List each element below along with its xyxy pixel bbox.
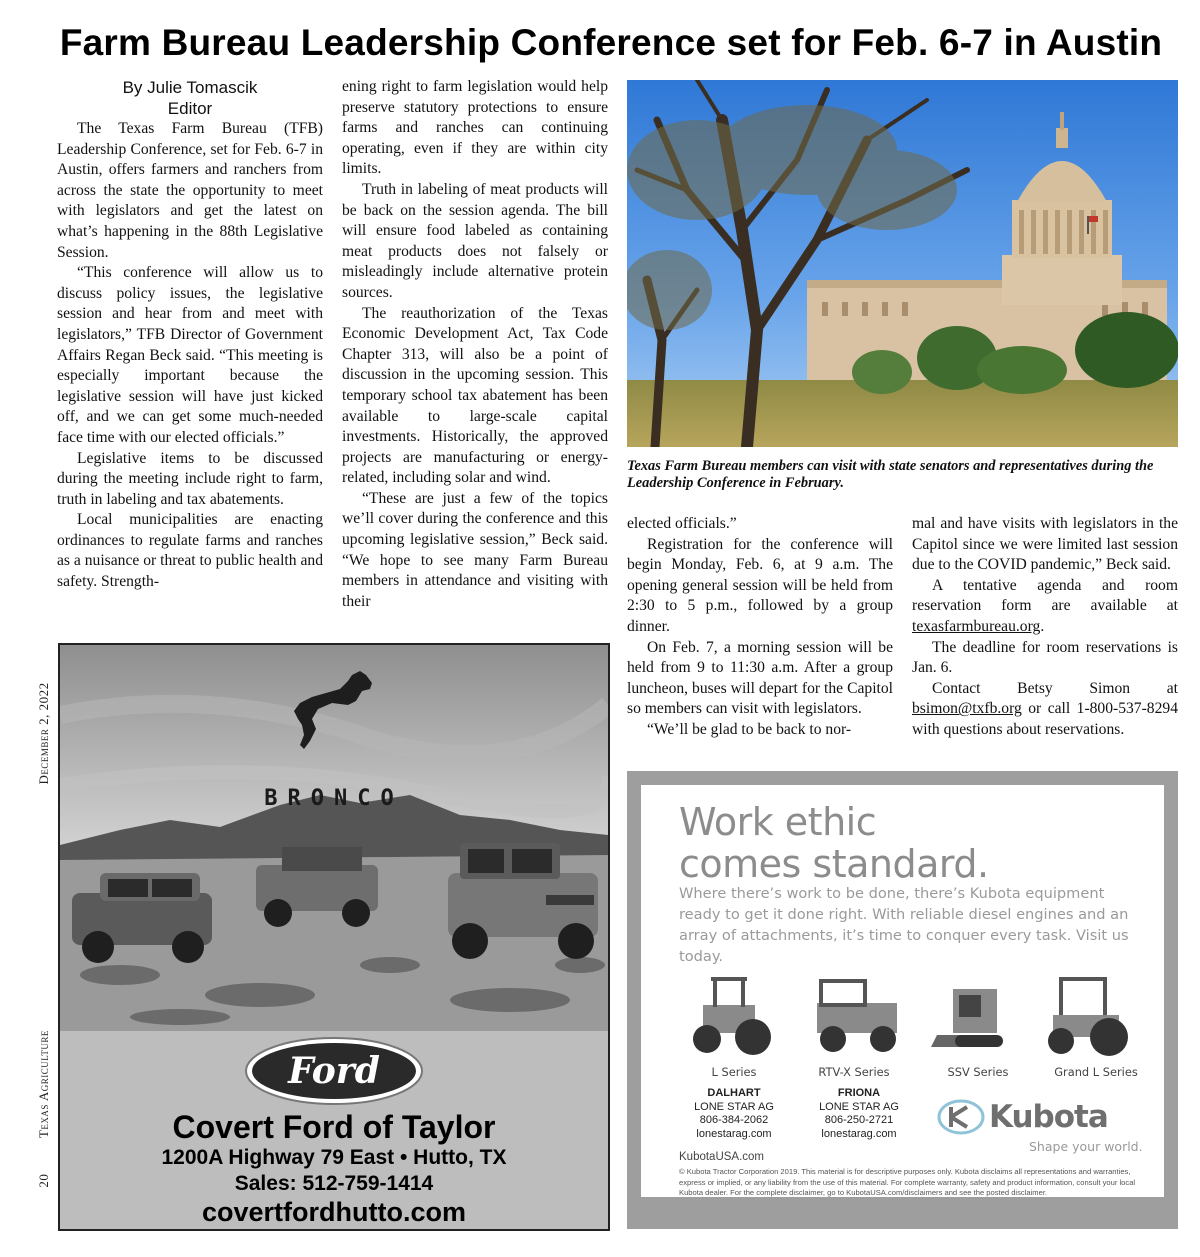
kubota-headline [679,801,989,885]
kubota-tagline: Shape your world. [1029,1139,1143,1154]
kubota-headline-line-1: Work ethic [679,800,877,844]
dealer-web[interactable]: lonestarag.com [696,1127,772,1140]
series-label-grand-l: Grand L Series [1054,1065,1138,1079]
article-column-4 [912,514,1178,741]
article-column-1 [57,77,323,593]
byline-author: By Julie Tomascik [122,78,258,97]
kubota-ad[interactable] [627,771,1178,1229]
capitol-photo-illustration [627,80,1178,447]
article-paragraph: ening right to farm legislation would help preserve statutory protections to ensure farms and ranches can continuing operating, even if they are within city limits. [342,78,608,178]
kubota-headline-line-2: comes standard. [679,842,989,886]
page-number: 20 [36,1173,51,1188]
article-paragraph: mal and have visits with legislators in the Capitol since we were limited last session due to the COVID pandemic,” Beck said. [912,515,1178,574]
article-paragraph: elected officials.” [627,515,737,532]
photo-caption: Texas Farm Bureau members can visit with state senators and representatives during the Leadership Conference in February. [627,458,1154,491]
issue-date: December 2, 2022 [36,682,51,785]
dealer-dalhart [679,1087,789,1141]
byline-role: Editor [167,99,213,118]
dealer-name: LONE STAR AG [819,1100,899,1113]
dealer-address: 1200A Highway 79 East • Hutto, TX [161,1146,507,1169]
series-label-rtv-x: RTV-X Series [818,1065,890,1079]
article-paragraph: Local municipalities are enacting ordinances to regulate farms and ranches as a nuisance or threat to public health and safety. Strength- [57,511,323,591]
dealer-web[interactable]: lonestarag.com [821,1127,897,1140]
utility-vehicle-icon [817,981,897,1052]
article-paragraph: Registration for the conference will begin Monday, Feb. 6, at 9 a.m. The opening general session will be held from 2:30 to 5 p.m., followed by a group dinner. [627,535,893,635]
capitol-photo [627,80,1178,447]
dealer-sales-phone: Sales: 512-759-1414 [234,1172,434,1195]
tractor-icon [693,977,771,1055]
publication-name: Texas Agriculture [36,1030,51,1139]
byline [57,77,323,119]
kubota-logo-icon [937,1099,985,1135]
series-label-l: L Series [711,1065,757,1079]
dealer-phone: 806-384-2062 [699,1114,769,1126]
dealer-friona [804,1087,914,1141]
text-run: A tentative agenda and room reservation form are available at [912,576,1178,615]
article-paragraph: The deadline for room reservations is Jan. 6. [912,638,1178,677]
cab-tractor-icon [1048,979,1128,1056]
kubota-ad-panel [641,785,1164,1197]
article-paragraph: Legislative items to be discussed during the meeting include right to farm, truth in labeling and tax abatements. [57,449,323,508]
kubota-website-link[interactable]: KubotaUSA.com [679,1151,765,1163]
contact-email-link[interactable]: bsimon@txfb.org [912,700,1022,718]
series-label-ssv: SSV Series [947,1065,1009,1079]
text-run: or call 1-800-537-8294 with questions about reservations. [912,700,1178,738]
page-folio [28,640,60,1230]
dealer-name: Covert Ford of Taylor [172,1109,496,1145]
bronco-wordmark: BRONCO [264,786,404,811]
kubota-legal-disclaimer: © Kubota Tractor Corporation 2019. This material is for descriptive purposes only. Kubota disclaims all representations and warranties, express or implied, or any liability from the use of this material. For complete warranty, safety and product information, consult your local Kubota dealer. For the complete disclaimer, go to KubotaUSA.com/disclaimers and see the posted disclaimer. [679,1167,1136,1197]
bronco-scene-illustration [60,645,608,1031]
article-paragraph: On Feb. 7, a morning session will be held from 9 to 11:30 a.m. After a group luncheon, buses will depart for the Capitol so members can visit with legislators. [627,638,893,718]
article-paragraph: The reauthorization of the Texas Economic Development Act, Tax Code Chapter 313, will also be a point of discussion in the upcoming session. This temporary school tax abatement has been available to large-scale capital investments. Historically, the approved projects are manufacturing or energy-related, including solar and wind. [342,304,608,487]
text-run: . [1040,617,1045,635]
article-paragraph: Truth in labeling of meat products will be back on the session agenda. The bill will ensure food labeled as containing meat products does not falsely or misleadingly include alternative protein sources. [342,180,608,301]
dealer-phone: 806-250-2721 [824,1114,894,1126]
kubota-logo-text: Kubota [989,1099,1108,1135]
dealer-name: LONE STAR AG [694,1100,774,1113]
article-column-2 [342,77,608,612]
ford-dealer-ad[interactable] [58,643,610,1231]
farm-bureau-website-link[interactable]: texasfarmbureau.org [912,617,1041,635]
ford-oval-logo [60,1031,608,1111]
skid-steer-icon [931,989,1003,1047]
article-paragraph: The Texas Farm Bureau (TFB) Leadership Conference, set for Feb. 6-7 in Austin, offers farmers and ranchers from across the state the opportunity to meet with legislators and get the latest on what’s happening in the 88th Legislative Session. [57,120,323,261]
article-paragraph: “These are just a few of the topics we’ll cover during the conference and this upcoming legislative session,” Beck said. “We hope to see many Farm Bureau members in attendance and visiting with their [342,489,608,610]
article-paragraph [912,576,1178,638]
ford-dealer-info [60,1031,608,1229]
dealer-town: FRIONA [837,1087,881,1099]
kubota-body-copy: Where there’s work to be done, there’s Kubota equipment ready to get it done right. With reliable diesel engines and an array of attachments, it’s time to conquer every task. Visit us today. [679,885,1129,965]
article-headline: Farm Bureau Leadership Conference set for Feb. 6-7 in Austin [59,22,1163,63]
article-paragraph: “This conference will allow us to discuss policy issues, the legislative session and hear from and meet with legislators,” TFB Director of Government Affairs Regan Beck said. “This meeting is especially important because the legislative session will have just kicked off, and we can get some much-needed face time with our elected officials.” [57,264,323,446]
ford-logo-text: Ford [288,1050,380,1092]
kubota-equipment-row [641,975,1164,1065]
article-column-3 [627,514,893,741]
text-run: Contact Betsy Simon at [932,679,1178,697]
folio-text [36,682,52,1187]
dealer-town: DALHART [707,1087,761,1099]
dealer-website-link[interactable]: covertfordhutto.com [201,1197,466,1227]
article-paragraph [912,679,1178,741]
article-paragraph: “We’ll be glad to be back to nor- [647,720,852,738]
